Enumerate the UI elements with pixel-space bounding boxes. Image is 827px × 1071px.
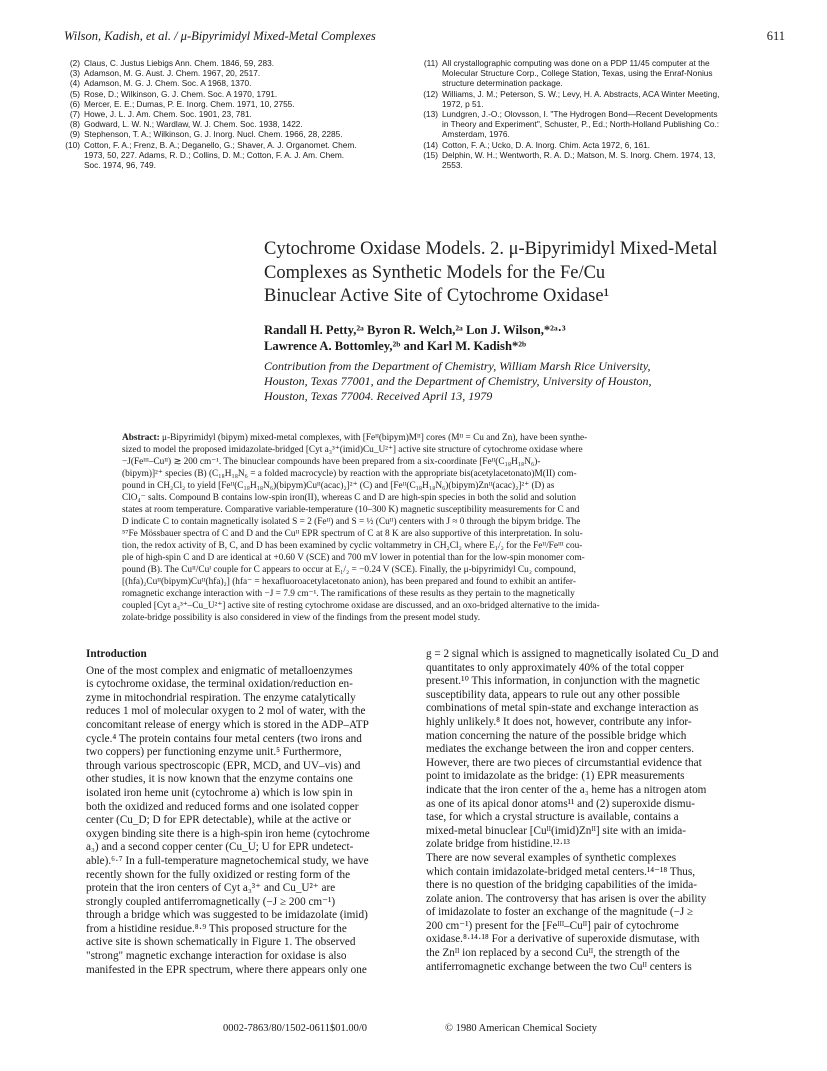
- body-text-line: strongly coupled antiferromagnetically (−J ≥ 200 cm⁻¹): [86, 895, 336, 908]
- reference-item: [62, 78, 402, 88]
- reference-text: [84, 129, 402, 139]
- body-text-line: reduces 1 mol of molecular oxygen to 2 mol of water, with the: [86, 705, 366, 718]
- reference-line: Cotton, F. A.; Frenz, B. A.; Deganello, G.; Shaver, A. J. Organomet. Chem.: [84, 139, 357, 150]
- reference-item: [62, 109, 402, 119]
- body-text-line: zyme in mitochondrial respiration. The enzyme catalytically: [86, 691, 356, 704]
- abstract-line: pound (B). The Cuᴵᴵ/Cuᴵ couple for C appears to occur at E₁/₂ = −0.24 V (SCE). Finally, the μ-bipyrimidyl Cu₂ compound,: [122, 565, 576, 575]
- reference-item: [62, 99, 402, 109]
- title-line: Complexes as Synthetic Models for the Fe/Cu: [264, 262, 606, 283]
- abstract: [122, 432, 786, 624]
- body-text-line: highly unlikely.⁸ It does not, however, contribute any infor-: [426, 715, 692, 728]
- body-text-line: susceptibility data, appears to rule out any other possible: [426, 688, 680, 701]
- reference-line: Adamson, M. G. J. Chem. Soc. A 1968, 1370.: [84, 78, 252, 89]
- author-line: Randall H. Petty,²ᵃ Byron R. Welch,²ᵃ Lon J. Wilson,*²ᵃ·³: [264, 323, 566, 337]
- body-text-line: mation concerning the nature of the possible bridge which: [426, 729, 687, 742]
- body-text-line: which contain imidazolate-bridged metal centers.¹⁴⁻¹⁸ Thus,: [426, 865, 696, 878]
- abstract-line: coupled [Cyt a₃³⁺–Cu_U²⁺] active site of resting cytochrome oxidase are discussed, and an oxo-bridged alternative to the imida-: [122, 601, 600, 611]
- body-text-line: indicate that the iron center of the a₃ heme has a nitrogen atom: [426, 783, 707, 796]
- reference-item: [62, 129, 402, 139]
- body-text-line: antiferromagnetic exchange between the two Cuᴵᴵ centers is: [426, 960, 692, 973]
- reference-number: (5): [69, 88, 80, 99]
- abstract-line: −J(Feᴵᴵᴵ–Cuᴵᴵ) ≳ 200 cm⁻¹. The binuclear compounds have been prepared from a six-coordinate [Feᴵᴵ(C₁₈H₁₈N₆)-: [122, 457, 541, 467]
- body-text-line: One of the most complex and enigmatic of metalloenzymes: [86, 664, 353, 677]
- reference-line: 1973, 50, 227. Adams, R. D.; Collins, D. M.; Cotton, F. A. J. Am. Chem.: [84, 149, 345, 160]
- abstract-line: pound in CH₂Cl₂ to yield [Feᴵᴵ(C₁₈H₁₈N₆)(bipym)Cuᴵᴵ(acac)₂]²⁺ (C) and [Feᴵᴵ(C₁₈H₁₈N₆)(bipym)Znᴵᴵ(acac)₂]²⁺ (D) as: [122, 481, 555, 491]
- abstract-line: ⁵⁷Fe Mössbauer spectra of C and D and the Cuᴵᴵ EPR spectrum of C at 8 K are also supportive of this interpretation. In solu-: [122, 529, 583, 539]
- body-text-line: active site is shown schematically in Figure 1. The observed: [86, 936, 356, 949]
- abstract-first-line: [122, 432, 786, 444]
- body-text-line: protein that the iron centers of Cyt a₃³⁺ and Cu_U²⁺ are: [86, 882, 336, 895]
- reference-number: (4): [69, 78, 80, 89]
- body-text-line: cycle.⁴ The protein contains four metal centers (two irons and: [86, 732, 362, 745]
- abstract-line: ClO₄⁻ salts. Compound B contains low-spin iron(II), whereas C and D are high-spin species in both the solid and solution: [122, 493, 577, 503]
- reference-text: [84, 78, 402, 88]
- author-line: Lawrence A. Bottomley,²ᵇ and Karl M. Kadish*²ᵇ: [264, 339, 527, 353]
- reference-line: 1972, p 51.: [442, 98, 484, 109]
- body-text-line: isolated iron heme unit (cytochrome a) which is low spin in: [86, 786, 353, 799]
- reference-line: Claus, C. Justus Liebigs Ann. Chem. 1846, 59, 283.: [84, 58, 275, 68]
- article-title: [264, 238, 784, 309]
- reference-text: [84, 109, 402, 119]
- body-text-line: manifested in the EPR spectrum, where there appears only one: [86, 963, 367, 976]
- reference-text: [442, 89, 780, 109]
- reference-text: [84, 89, 402, 99]
- abstract-first-text: μ-Bipyrimidyl (bipym) mixed-metal complexes, with [Feᴵᴵ(bipym)Mᴵᴵ] cores (Mᴵᴵ = Cu and Zn), have been synthe-: [159, 433, 588, 443]
- body-text-line: mixed-metal binuclear [Cuᴵᴵ(imid)Znᴵᴵ] site with an imida-: [426, 824, 686, 837]
- page-number: 611: [766, 29, 785, 43]
- article-affiliation: [264, 359, 784, 403]
- reference-line: Molecular Structure Corp., College Station, Texas, using the Enraf-Nonius: [442, 68, 713, 79]
- reference-number: (7): [69, 109, 80, 120]
- reference-number: (3): [69, 68, 80, 79]
- body-text-line: the Znᴵᴵ ion replaced by a second Cuᴵᴵ, the strength of the: [426, 947, 680, 960]
- article-authors: [264, 322, 784, 354]
- footer-copyright: © 1980 American Chemical Society: [445, 1023, 598, 1034]
- reference-number: (11): [423, 58, 438, 68]
- reference-text: [442, 58, 780, 89]
- abstract-line: (bipym)]²⁺ species (B) (C₁₈H₁₈N₆ = a folded macrocycle) by reaction with the appropriate bis(acetylacetonato)M(II) com-: [122, 469, 577, 479]
- reference-item: [62, 140, 402, 171]
- reference-item: [420, 150, 780, 170]
- body-text-line: a₃) and a second copper center (Cu_U; U for EPR undetect-: [86, 841, 354, 854]
- reference-number: (14): [423, 139, 438, 150]
- reference-item: [62, 58, 402, 68]
- body-text-line: present.¹⁰ This information, in conjunction with the magnetic: [426, 675, 700, 688]
- body-text-line: of imidazolate to foster an exchange of the magnitude (−J ≥: [426, 906, 694, 919]
- affiliation-line: Houston, Texas 77001, and the Department of Chemistry, University of Houston,: [264, 373, 652, 388]
- body-text-line: tase, for which a crystal structure is available, contains a: [426, 811, 679, 824]
- reference-line: Lundgren, J.-O.; Olovsson, I. "The Hydrogen Bond—Recent Developments: [442, 109, 718, 120]
- reference-number: (9): [69, 129, 80, 140]
- references-left-column: [62, 58, 402, 170]
- reference-item: [420, 89, 780, 109]
- reference-number: (12): [423, 88, 438, 99]
- body-text-line: from a histidine residue.⁸·⁹ This proposed structure for the: [86, 922, 347, 935]
- abstract-line: ple of high-spin C and D are identical at +0.60 V (SCE) and 700 mV lower in potential than for the low-spin monomer com-: [122, 553, 585, 563]
- body-text-line: through a bridge which was suggested to be imidazolate (imid): [86, 909, 368, 922]
- abstract-line: romagnetic exchange interaction with −J = 7.9 cm⁻¹. The ramifications of these results as they pertain to the magnetically: [122, 589, 575, 599]
- body-text-line: recently shown for the fully oxidized or resting form of the: [86, 868, 351, 881]
- body-text-line: other studies, it is now known that the enzyme contains one: [86, 773, 353, 786]
- body-right-column: [426, 648, 786, 974]
- reference-text: [442, 140, 780, 150]
- abstract-line: zolate-bridge possibility is also considered in view of the findings from the present model study.: [122, 613, 481, 623]
- reference-line: Soc. 1974, 96, 749.: [84, 160, 156, 171]
- reference-text: [84, 99, 402, 109]
- body-text-line: combinations of metal spin-state and exchange interaction as: [426, 702, 699, 715]
- body-text-line: point to imidazolate as the bridge: (1) EPR measurements: [426, 770, 685, 783]
- running-header: [64, 29, 785, 49]
- body-text-line: concomitant release of energy which is stored in the ADP–ATP: [86, 718, 369, 731]
- abstract-label: Abstract:: [122, 433, 160, 443]
- body-text-line: 200 cm⁻¹) present for the [Feᴵᴵᴵ–Cuᴵᴵ] pair of cytochrome: [426, 919, 679, 932]
- abstract-line: sized to model the proposed imidazolate-bridged [Cyt a₃³⁺(imid)Cu_U²⁺] active site structure of cytochrome oxidase where: [122, 445, 583, 455]
- reference-line: Mercer, E. E.; Dumas, P. E. Inorg. Chem. 1971, 10, 2755.: [84, 98, 295, 109]
- affiliation-line: Contribution from the Department of Chemistry, William Marsh Rice University,: [264, 359, 651, 373]
- body-left-column: [86, 648, 406, 977]
- reference-number: (13): [423, 109, 438, 120]
- body-text-line: two coppers) per functioning enzyme unit.⁵ Furthermore,: [86, 746, 342, 759]
- body-text-line: center (Cu_D; D for EPR detectable), while at the active or: [86, 814, 351, 827]
- body-text-line: there is no question of the bridging capabilities of the imida-: [426, 879, 697, 892]
- reference-line: Delphin, W. H.; Wentworth, R. A. D.; Matson, M. S. Inorg. Chem. 1974, 13,: [442, 149, 716, 160]
- abstract-line: D indicate C to contain magnetically isolated S = 2 (Feᴵᴵ) and S = ½ (Cuᴵᴵ) centers with J ≈ 0 through the bipym bridge. The: [122, 517, 581, 527]
- affiliation-line: Houston, Texas 77004. Received April 13, 1979: [264, 388, 493, 403]
- body-text-line: both the oxidized and reduced forms and one isolated copper: [86, 800, 359, 813]
- reference-item: [420, 109, 780, 140]
- reference-item: [62, 119, 402, 129]
- body-text-line: mediates the exchange between the iron and copper centers.: [426, 743, 695, 756]
- references-right-column: [420, 58, 780, 170]
- body-text-line: quantitates to only approximately 40% of the total copper: [426, 661, 684, 674]
- reference-line: in Theory and Experiment", Schuster, P., Ed.; North-Holland Publishing Co.:: [442, 119, 720, 130]
- title-line: Cytochrome Oxidase Models. 2. μ-Bipyrimidyl Mixed-Metal: [264, 239, 718, 259]
- body-text-line: oxygen binding site there is a high-spin iron heme (cytochrome: [86, 827, 370, 840]
- abstract-line: tion, the redox activity of B, C, and D has been examined by cyclic voltammetry in CH₂Cl₂ where E₁/₂ for the Feᴵᴵ/Feᴵᴵᴵ cou-: [122, 541, 583, 551]
- reference-number: (8): [69, 119, 80, 130]
- body-text-line: zolate bridge from histidine.¹²·¹³: [426, 838, 570, 851]
- body-text-line: through various spectroscopic (EPR, MCD, and UV–vis) and: [86, 759, 361, 772]
- reference-text: [84, 58, 402, 68]
- reference-text: [84, 140, 402, 171]
- reference-line: Williams, J. M.; Peterson, S. W.; Levy, H. A. Abstracts, ACA Winter Meeting,: [442, 88, 720, 99]
- reference-line: Howe, J. L. J. Am. Chem. Soc. 1901, 23, 781.: [84, 109, 252, 120]
- reference-number: (6): [69, 98, 80, 109]
- reference-text: [442, 109, 780, 140]
- section-heading-introduction: Introduction: [86, 648, 147, 660]
- body-text-line: oxidase.⁸·¹⁴·¹⁸ For a derivative of superoxide dismutase, with: [426, 933, 700, 946]
- reference-text: [442, 150, 780, 170]
- body-text-line: However, there are two pieces of circumstantial evidence that: [426, 756, 702, 769]
- reference-item: [62, 68, 402, 78]
- reference-line: Cotton, F. A.; Ucko, D. A. Inorg. Chim. Acta 1972, 6, 161.: [442, 139, 650, 150]
- reference-item: [62, 89, 402, 99]
- body-text-line: zolate anion. The controversy that has arisen is over the ability: [426, 892, 707, 905]
- reference-item: [420, 58, 780, 89]
- body-text-line: g = 2 signal which is assigned to magnetically isolated Cu_D and: [426, 648, 719, 660]
- reference-text: [84, 68, 402, 78]
- body-text-line: able).⁶·⁷ In a full-temperature magnetochemical study, we have: [86, 854, 369, 867]
- reference-line: Stephenson, T. A.; Wilkinson, G. J. Inorg. Nucl. Chem. 1966, 28, 2285.: [84, 129, 343, 140]
- reference-line: structure determination package.: [442, 78, 563, 89]
- body-text-line: "strong" magnetic exchange interaction for oxidase is also: [86, 950, 347, 963]
- reference-line: All crystallographic computing was done on a PDP 11/45 computer at the: [442, 58, 710, 68]
- reference-number: (15): [423, 149, 438, 160]
- reference-line: Rose, D.; Wilkinson, G. J. Chem. Soc. A 1970, 1791.: [84, 88, 278, 99]
- abstract-line: states at room temperature. Comparative variable-temperature (10–300 K) magnetic susceptibility measurements for C and: [122, 505, 580, 515]
- reference-line: 2553.: [442, 160, 463, 171]
- reference-line: Adamson, M. G. Aust. J. Chem. 1967, 20, 2517.: [84, 68, 261, 79]
- running-head: Wilson, Kadish, et al. / μ-Bipyrimidyl Mixed-Metal Complexes: [64, 29, 376, 43]
- reference-number: (2): [69, 58, 80, 68]
- footer-code: 0002-7863/80/1502-0611$01.00/0: [223, 1023, 367, 1034]
- reference-line: Amsterdam, 1976.: [442, 129, 510, 140]
- body-text-line: is cytochrome oxidase, the terminal oxidation/reduction en-: [86, 678, 353, 691]
- reference-line: Godward, L. W. N.; Wardlaw, W. J. Chem. Soc. 1938, 1422.: [84, 119, 303, 130]
- reference-number: (10): [65, 139, 80, 150]
- body-text-line: as one of its apical donor atoms¹¹ and (2) superoxide dismu-: [426, 797, 695, 810]
- title-line: Binuclear Active Site of Cytochrome Oxidase¹: [264, 286, 610, 306]
- body-text-line: There are now several examples of synthetic complexes: [426, 851, 677, 864]
- reference-text: [84, 119, 402, 129]
- abstract-line: [(hfa)₂Cuᴵᴵ(bipym)Cuᴵᴵ(hfa)₂] (hfa⁻ = hexafluoroacetylacetonato anion), has been prepared and found to exhibit an antifer-: [122, 577, 576, 587]
- reference-item: [420, 140, 780, 150]
